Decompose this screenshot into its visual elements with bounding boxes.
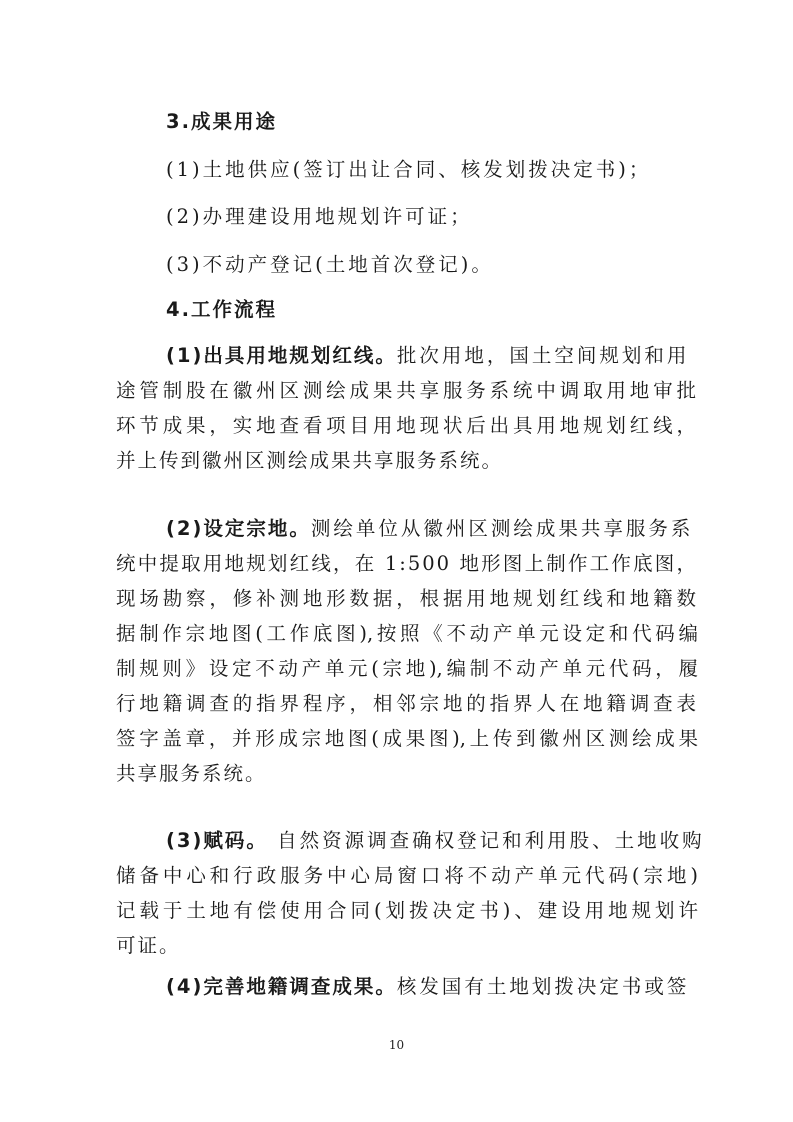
step-3-first-line xyxy=(166,829,705,853)
step-1-line-3: 环节成果，实地查看项目用地现状后出具用地规划红线， xyxy=(116,414,698,437)
step-2-line-3: 现场勘察，修补测地形数据，根据用地规划红线和地籍数 xyxy=(116,587,698,610)
step-2-line-1: 测绘单位从徽州区测绘成果共享服务系 xyxy=(310,517,694,540)
section-3-heading: 3.成果用途 xyxy=(166,110,277,133)
step-1-first-line xyxy=(166,344,698,368)
step-2-line-5: 制规则》设定不动产单元(宗地),编制不动产单元代码，履 xyxy=(116,657,698,680)
step-3-line-2: 储备中心和行政服务中心局窗口将不动产单元代码(宗地) xyxy=(116,864,698,887)
step-2-first-line xyxy=(166,517,698,541)
step-3-title: (3)赋码。 xyxy=(166,829,268,852)
section-3-item-3: (3)不动产登记(土地首次登记)。 xyxy=(166,253,494,276)
step-2-line-6: 行地籍调查的指界程序，相邻宗地的指界人在地籍调查表 xyxy=(116,692,698,715)
step-3-line-3: 记载于土地有偿使用合同(划拨决定书)、建设用地规划许 xyxy=(116,899,698,922)
step-1-line-4: 并上传到徽州区测绘成果共享服务系统。 xyxy=(116,449,504,472)
step-2-line-8: 共享服务系统。 xyxy=(116,762,267,785)
step-4-first-line xyxy=(166,975,698,999)
step-2-line-7: 签字盖章，并形成宗地图(成果图),上传到徽州区测绘成果 xyxy=(116,727,698,750)
section-3-item-2: (2)办理建设用地规划许可证； xyxy=(166,205,473,228)
page-number: 10 xyxy=(388,1038,405,1052)
step-2-title: (2)设定宗地。 xyxy=(166,517,311,540)
step-1-line-1: 批次用地，国土空间规划和用 xyxy=(396,344,690,367)
step-1-line-2: 途管制股在徽州区测绘成果共享服务系统中调取用地审批 xyxy=(116,379,698,402)
section-4-heading: 4.工作流程 xyxy=(166,298,277,321)
section-3-item-1: (1)土地供应(签订出让合同、核发划拨决定书)； xyxy=(166,158,652,181)
step-3-line-1: 自然资源调查确权登记和利用股、土地收购 xyxy=(267,829,705,852)
step-3-line-4: 可证。 xyxy=(116,934,181,957)
step-2-line-2: 统中提取用地规划红线，在 1:500 地形图上制作工作底图， xyxy=(116,552,698,575)
step-1-title: (1)出具用地规划红线。 xyxy=(166,344,397,367)
step-4-line-1: 核发国有土地划拨决定书或签 xyxy=(396,975,690,998)
step-2-line-4: 据制作宗地图(工作底图),按照《不动产单元设定和代码编 xyxy=(116,622,698,645)
step-4-title: (4)完善地籍调查成果。 xyxy=(166,975,397,998)
